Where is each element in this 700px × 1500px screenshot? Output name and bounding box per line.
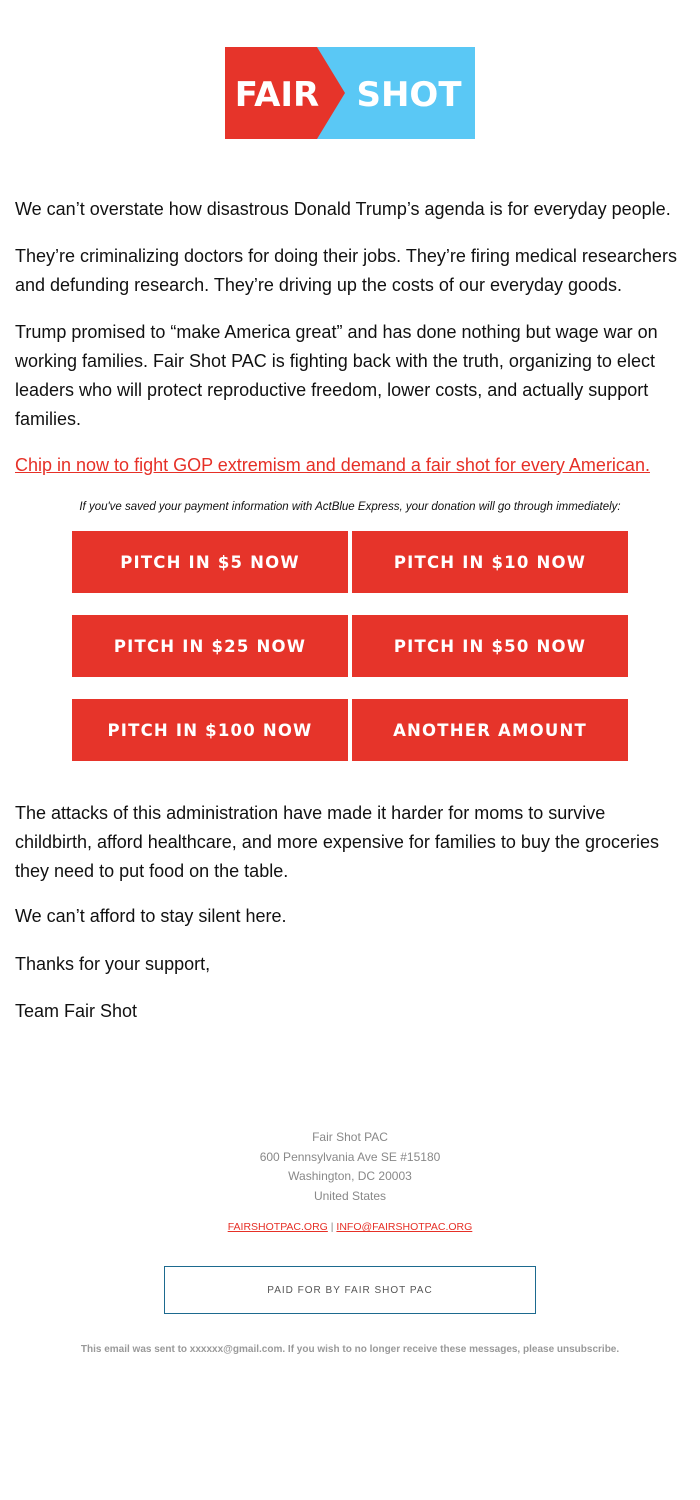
paragraph-trump-promise: Trump promised to “make America great” and has done nothing but wage war on working families. Fair Shot PAC is fighting back with the truth, organizing to elect leaders who will protect reproductive freedom, lower costs, and actually support families.	[15, 322, 658, 429]
paragraph-thanks: Thanks for your support,	[15, 954, 211, 974]
donate-50-button[interactable]: PITCH IN $50 NOW	[352, 615, 628, 677]
donate-100-button[interactable]: PITCH IN $100 NOW	[72, 699, 348, 761]
donate-another-amount-button[interactable]: ANOTHER AMOUNT	[352, 699, 628, 761]
logo-fair-text: FAIR	[234, 75, 320, 115]
link-separator: |	[330, 1221, 334, 1233]
fair-shot-logo	[225, 47, 475, 139]
paid-for-disclaimer	[164, 1266, 536, 1314]
paragraph-administration: The attacks of this administration have made it harder for moms to survive childbirth, afford healthcare, and more expensive for families to buy the groceries they need to put food on the table.	[15, 803, 660, 881]
footer-address	[0, 1128, 700, 1206]
donate-5-button[interactable]: PITCH IN $5 NOW	[72, 531, 348, 593]
paid-for-text: PAID FOR BY FAIR SHOT PAC	[267, 1284, 433, 1296]
donate-10-button[interactable]: PITCH IN $10 NOW	[352, 531, 628, 593]
footer-links	[0, 1219, 700, 1235]
footer-country: United States	[313, 1188, 387, 1203]
website-link[interactable]: FAIRSHOTPAC.ORG	[227, 1221, 328, 1233]
footer-org: Fair Shot PAC	[312, 1130, 388, 1144]
paragraph-intro: We can’t overstate how disastrous Donald Trump’s agenda is for everyday people.	[15, 199, 671, 219]
logo-shot-text: SHOT	[356, 75, 462, 115]
email-link[interactable]: INFO@FAIRSHOTPAC.ORG	[336, 1221, 473, 1233]
paragraph-silent: We can’t afford to stay silent here.	[15, 906, 287, 926]
signature: Team Fair Shot	[15, 1001, 138, 1021]
unsubscribe-notice: This email was sent to xxxxxx@gmail.com. If you wish to no longer receive these messages, please unsubscribe.	[80, 1344, 620, 1355]
actblue-express-note: If you've saved your payment information with ActBlue Express, your donation will go through immediately:	[79, 501, 621, 513]
donate-25-button[interactable]: PITCH IN $25 NOW	[72, 615, 348, 677]
paragraph-attacks: They’re criminalizing doctors for doing their jobs. They’re firing medical researchers and defunding research. They’re driving up the costs of our everyday goods.	[15, 246, 677, 295]
footer-street: 600 Pennsylvania Ave SE #15180	[259, 1149, 441, 1164]
footer-city: Washington, DC 20003	[288, 1169, 412, 1183]
chip-in-link[interactable]: Chip in now to fight GOP extremism and demand a fair shot for every American.	[15, 455, 650, 475]
